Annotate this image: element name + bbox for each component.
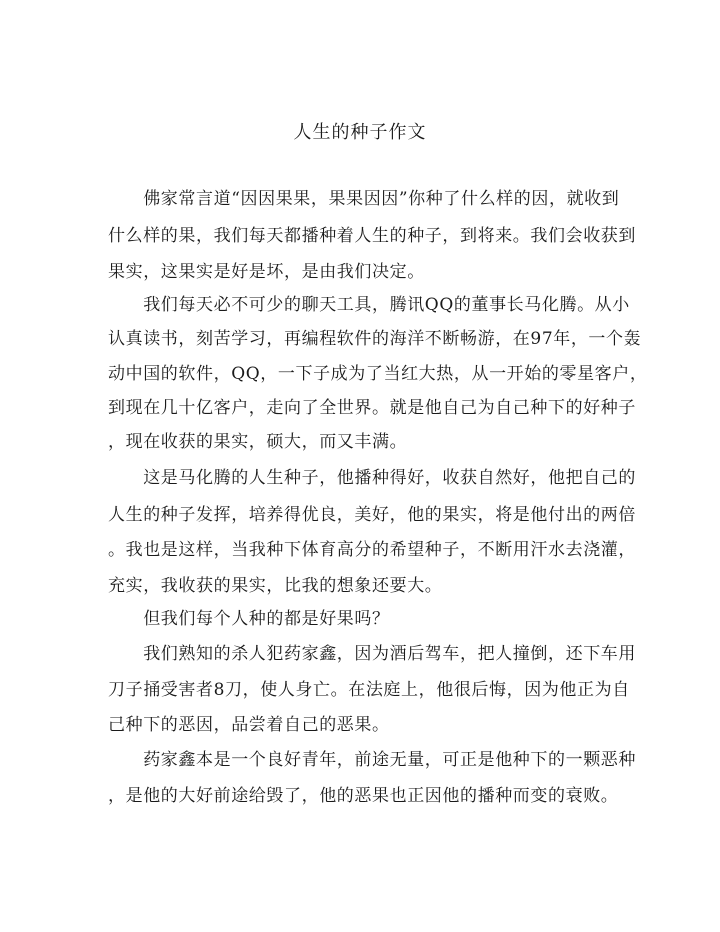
text-line: 佛家常言道“因因果果，果果因因”你种了什么样的因，就收到 [108, 189, 620, 209]
text-line: 什么样的果，我们每天都播种着人生的种子，到将来。我们会收获到 [108, 226, 636, 246]
text-line: 己种下的恶因，品尝着自己的恶果。 [108, 715, 390, 735]
text-line: 到现在几十亿客户，走向了全世界。就是他自己为自己种下的好种子 [108, 398, 636, 418]
text-line: 果实，这果实是好是坏，是由我们决定。 [108, 262, 425, 282]
text-line: 认真读书，刻苦学习，再编程软件的海洋不断畅游，在97年，一个轰 [108, 329, 642, 349]
text-line: 动中国的软件，QQ，一下子成为了当红大热，从一开始的零星客户， [108, 364, 648, 384]
document-title: 人生的种子作文 [293, 122, 427, 143]
text-line: 充实，我收获的果实，比我的想象还要大。 [108, 576, 443, 596]
text-line: 。我也是这样，当我种下体育高分的希望种子，不断用汗水去浇灌， [108, 540, 636, 560]
text-line: 人生的种子发挥，培养得优良，美好，他的果实，将是他付出的两倍 [108, 505, 636, 525]
text-line: 我们每天必不可少的聊天工具，腾讯QQ的董事长马化腾。从小 [108, 295, 630, 315]
text-line: 这是马化腾的人生种子，他播种得好，收获自然好，他把自己的 [108, 468, 636, 488]
text-line: 我们熟知的杀人犯药家鑫，因为酒后驾车，把人撞倒，还下车用 [108, 644, 636, 664]
text-line: ，现在收获的果实，硕大，而又丰满。 [108, 432, 408, 452]
text-line: 药家鑫本是一个良好青年，前途无量，可正是他种下的一颗恶种 [108, 750, 636, 770]
text-line: 但我们每个人种的都是好果吗？ [108, 609, 390, 629]
text-line: 刀子捅受害者8刀，使人身亡。在法庭上，他很后悔，因为他正为自 [108, 680, 630, 700]
text-line: ，是他的大好前途给毁了，他的恶果也正因他的播种而变的衰败。 [108, 786, 619, 806]
